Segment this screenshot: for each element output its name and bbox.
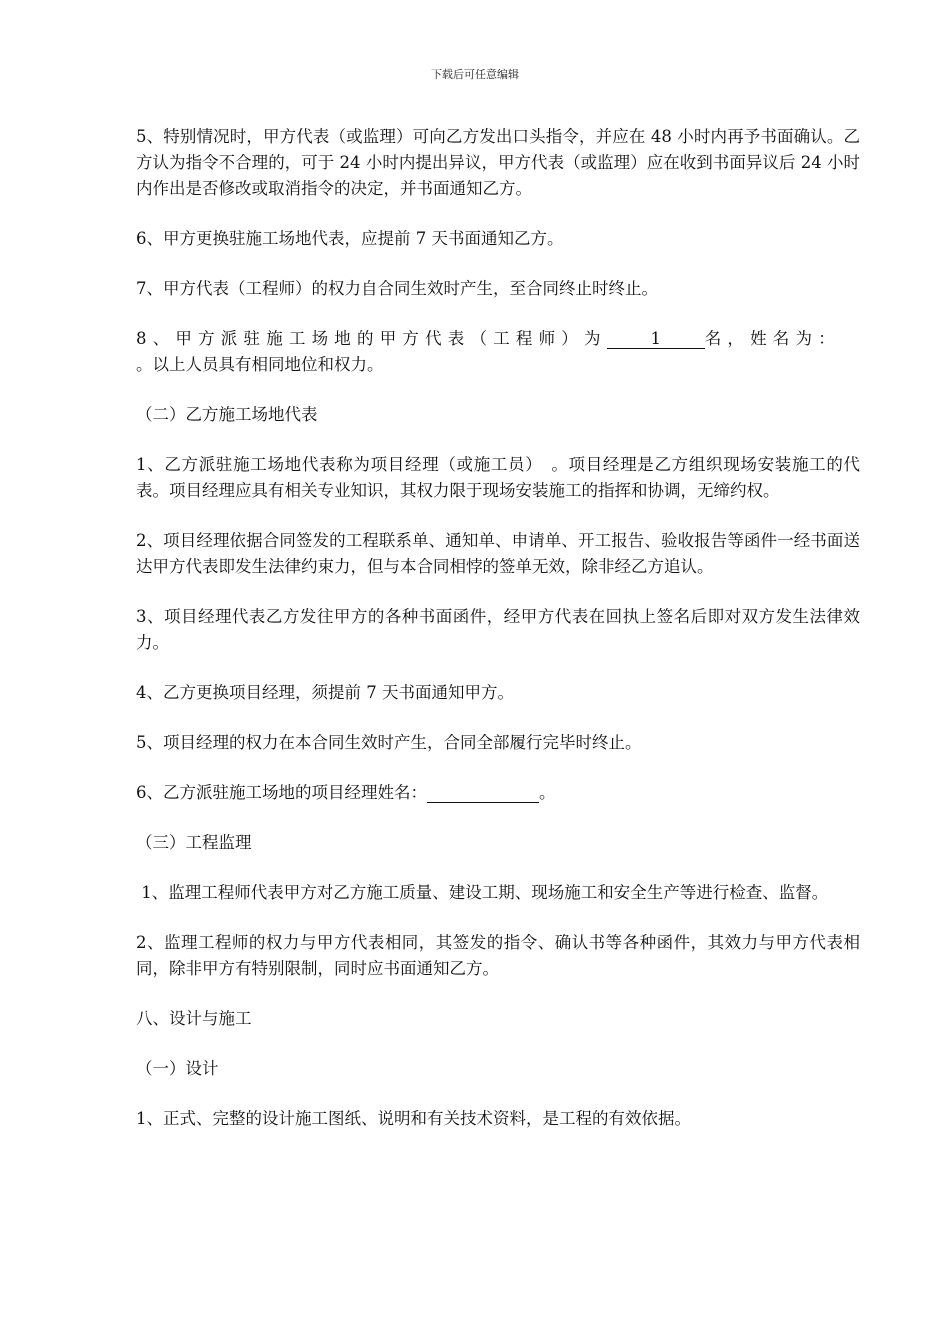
paragraph-clause-5: 5、特别情况时，甲方代表（或监理）可向乙方发出口头指令，并应在 48 小时内再予书面确认。乙方认为指令不合理的，可于 24 小时内提出异议，甲方代表（或监理）应在收到书面异议后 24 小时内作出是否修改或取消指令的决定，并书面通知乙方。 (136, 127, 860, 198)
clause-b6-text: 6、乙方派驻施工场地的项目经理姓名： (136, 783, 427, 802)
paragraph-clause-8 (136, 326, 860, 378)
paragraph-b1: 1、乙方派驻施工场地代表称为项目经理（或施工员） 。项目经理是乙方组织现场安装施工的代表。项目经理应具有相关专业知识，其权力限于现场安装施工的指挥和协调，无缔约权。 (136, 455, 860, 500)
paragraph-clause-6: 6、甲方更换驻施工场地代表，应提前 7 天书面通知乙方。 (136, 229, 564, 248)
paragraph-d1: 1、正式、完整的设计施工图纸、说明和有关技术资料，是工程的有效依据。 (136, 1109, 691, 1128)
paragraph-b6 (136, 780, 860, 806)
representative-count-blank: 1 (607, 330, 705, 349)
page-header: 下载后可任意编辑 (431, 68, 519, 81)
paragraph-b4: 4、乙方更换项目经理，须提前 7 天书面通知甲方。 (136, 683, 514, 702)
paragraph-b5: 5、项目经理的权力在本合同生效时产生，合同全部履行完毕时终止。 (136, 733, 642, 752)
project-manager-name-blank (427, 784, 539, 803)
paragraph-b2: 2、项目经理依据合同签发的工程联系单、通知单、申请单、开工报告、验收报告等函件一经书面送达甲方代表即发生法律约束力，但与本合同相悖的签单无效，除非经乙方追认。 (136, 531, 860, 576)
clause-b6-end: 。 (539, 783, 556, 802)
clause-8-text: 8、甲方派驻施工场地的甲方代表（工程师）为 (136, 329, 607, 348)
section-heading-design-construction: 八、设计与施工 (136, 1009, 252, 1028)
clause-8-line2: 。以上人员具有相同地位和权力。 (136, 355, 384, 374)
paragraph-c2: 2、监理工程师的权力与甲方代表相同，其签发的指令、确认书等各种函件，其效力与甲方代表相同，除非甲方有特别限制，同时应书面通知乙方。 (136, 933, 860, 978)
section-heading-design: （一）设计 (136, 1059, 219, 1078)
clause-8-text-after: 名，姓名为： (704, 329, 841, 348)
document-body (136, 124, 860, 1132)
paragraph-clause-7: 7、甲方代表（工程师）的权力自合同生效时产生，至合同终止时终止。 (136, 279, 658, 298)
paragraph-b3: 3、项目经理代表乙方发往甲方的各种书面函件，经甲方代表在回执上签名后即对双方发生法律效力。 (136, 607, 860, 652)
section-heading-contractor-rep: （二）乙方施工场地代表 (136, 405, 318, 424)
paragraph-c1: 1、监理工程师代表甲方对乙方施工质量、建设工期、现场施工和安全生产等进行检查、监督。 (136, 883, 829, 902)
section-heading-supervision: （三）工程监理 (136, 833, 252, 852)
